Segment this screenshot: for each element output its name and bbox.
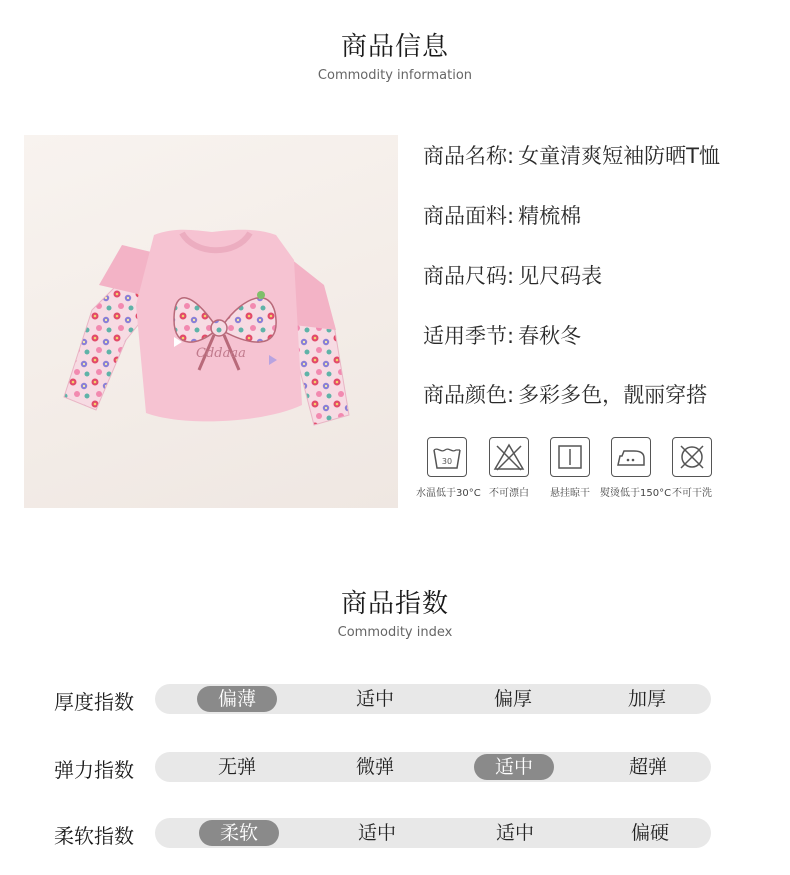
- softness-option: 偏硬: [630, 822, 669, 844]
- care-wash: [416, 437, 481, 499]
- care-label: 熨烫低于150°C: [600, 488, 672, 499]
- hang-dry-icon: [550, 437, 590, 477]
- product-photo: [24, 135, 398, 508]
- care-hang: [539, 437, 601, 499]
- wash-30-icon: [427, 437, 467, 477]
- info-value: 精梳棉: [518, 204, 582, 228]
- info-key: 商品颜色:: [423, 383, 515, 407]
- info-line-color: [423, 379, 707, 409]
- info-key: 商品面料:: [423, 204, 515, 228]
- info-section-title: 商品信息: [340, 32, 449, 62]
- info-value: 见尺码表: [518, 264, 603, 288]
- care-label: 不可干洗: [672, 488, 712, 499]
- no-bleach-icon: [489, 437, 529, 477]
- care-iron: [600, 437, 672, 499]
- thickness-label: 厚度指数: [54, 690, 134, 714]
- softness-option: 适中: [357, 822, 396, 844]
- thickness-option: 偏薄: [217, 688, 256, 710]
- care-label: 水温低于30°C: [416, 488, 481, 499]
- info-line-name: [423, 140, 720, 170]
- care-bleach: [478, 437, 540, 499]
- info-value: 春秋冬: [518, 324, 582, 348]
- elasticity-option: 适中: [494, 756, 533, 778]
- info-value: 女童清爽短袖防晒T恤: [518, 144, 720, 168]
- elasticity-option: 微弹: [355, 756, 394, 778]
- care-label: 不可漂白: [489, 488, 529, 499]
- softness-option: 适中: [495, 822, 534, 844]
- care-dryclean: [661, 437, 723, 499]
- info-line-size: [423, 260, 602, 290]
- index-section-title: 商品指数: [340, 589, 449, 619]
- thickness-option: 加厚: [627, 688, 666, 710]
- softness-option: 柔软: [219, 822, 258, 844]
- thickness-option: 偏厚: [493, 688, 532, 710]
- info-line-season: [423, 320, 581, 350]
- elasticity-label: 弹力指数: [54, 758, 134, 782]
- softness-label: 柔软指数: [54, 824, 134, 848]
- elasticity-option: 无弹: [217, 756, 256, 778]
- info-key: 商品尺码:: [423, 264, 515, 288]
- softness-scale: [155, 818, 711, 848]
- info-key: 适用季节:: [423, 324, 515, 348]
- info-line-fabric: [423, 200, 581, 230]
- info-key: 商品名称:: [423, 144, 515, 168]
- pink-tshirt-illustration: [24, 135, 398, 508]
- iron-low-icon: [611, 437, 651, 477]
- elasticity-option: 超弹: [628, 756, 667, 778]
- svg-text:Cddaaa: Cddaaa: [196, 346, 246, 361]
- index-section-subtitle: Commodity index: [337, 625, 453, 640]
- care-label: 悬挂晾干: [550, 488, 590, 499]
- thickness-option: 适中: [355, 688, 394, 710]
- info-section-subtitle: Commodity information: [317, 68, 473, 83]
- info-value: 多彩多色，靓丽穿搭: [518, 383, 708, 407]
- elasticity-scale: [155, 752, 711, 782]
- svg-text:30: 30: [441, 457, 453, 466]
- no-dry-clean-icon: [672, 437, 712, 477]
- thickness-scale: [155, 684, 711, 714]
